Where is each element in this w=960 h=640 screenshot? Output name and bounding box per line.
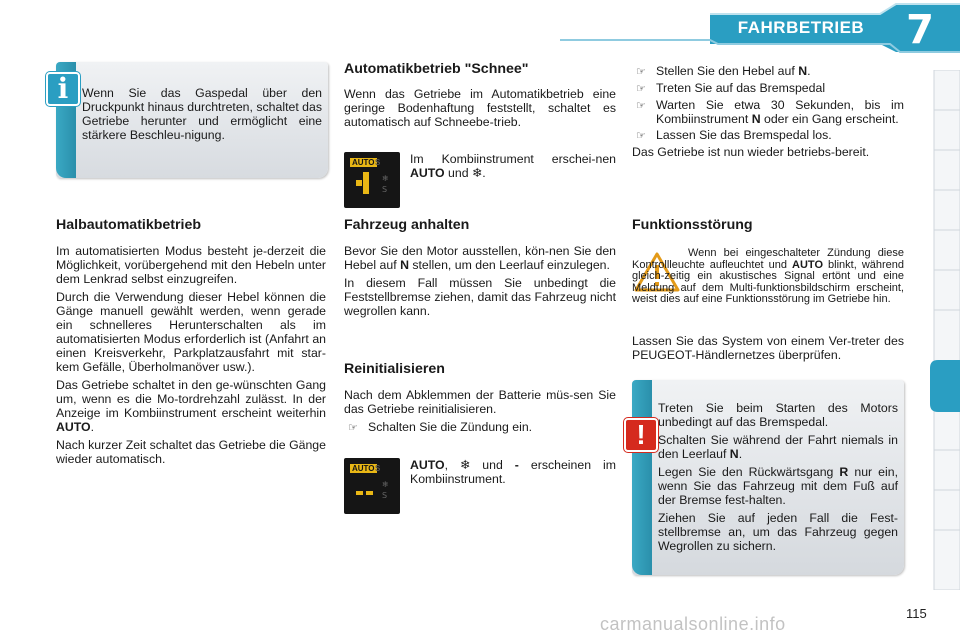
svg-text:❄: ❄ bbox=[382, 480, 389, 489]
halbautomatik-paragraph-1: Im automatisierten Modus besteht je-derzeit die Möglichkeit, vorübergehend mit den Hebeln unter dem Lenkrad selbst einzugreifen. bbox=[56, 244, 326, 286]
pointing-hand-icon: ☞ bbox=[636, 100, 646, 112]
step-bullet-4: ☞ Lassen Sie das Bremspedal los. bbox=[632, 128, 904, 143]
dashboard-reinit-image: AUTO S ❄ S bbox=[344, 458, 400, 514]
stoerung-paragraph-2-container bbox=[632, 334, 904, 366]
pointing-hand-icon: ☞ bbox=[636, 83, 646, 95]
warning-paragraph-3: Legen Sie den Rückwärtsgang R nur ein, wenn Sie das Fahrzeug mit dem Fuß auf der Bremse fest-halten. bbox=[658, 465, 898, 507]
info-box-text-container bbox=[82, 86, 322, 146]
info-icon: i bbox=[46, 72, 80, 106]
dash-display-icon bbox=[344, 458, 400, 514]
section-schnee bbox=[344, 62, 616, 133]
chapter-title: FAHRBETRIEB bbox=[737, 18, 865, 37]
reinit-dashboard-caption: AUTO, ❄ und - erscheinen im Kombiinstrument. bbox=[410, 458, 616, 486]
warning-paragraph-4: Ziehen Sie auf jeden Fall die Fest-stellbremse an, um das Fahrzeug gegen Wegrollen zu sichern. bbox=[658, 511, 898, 553]
stoerung-paragraph-2: Lassen Sie das System von einem Ver-treter des PEUGEOT-Händlernetzes überprüfen. bbox=[632, 334, 904, 362]
halbautomatik-paragraph-3: Das Getriebe schaltet in den ge-wünschten Gang um, wenn es die Mo-tordrehzahl zulässt. In der Anzeige im Kombiinstrument erscheint weiterhin AUTO. bbox=[56, 378, 326, 434]
section-anhalten bbox=[344, 218, 616, 322]
svg-text:S: S bbox=[382, 491, 388, 500]
reinit-bullet: ☞ Schalten Sie die Zündung ein. bbox=[344, 420, 616, 435]
pointing-hand-icon: ☞ bbox=[636, 66, 646, 78]
schnee-dashboard-caption: Im Kombiinstrument erschei-nen AUTO und ❄. bbox=[410, 152, 616, 180]
watermark: carmanualsonline.info bbox=[600, 614, 786, 634]
step-bullet-3: ☞ Warten Sie etwa 30 Sekunden, bis im Kombiinstrument N oder ein Gang erscheint. bbox=[632, 98, 904, 126]
warning-box-accent-bar bbox=[632, 380, 652, 575]
anhalten-paragraph-1: Bevor Sie den Motor ausstellen, kön-nen Sie den Hebel auf N stellen, um den Leerlauf einzulegen. bbox=[344, 244, 616, 272]
svg-text:S: S bbox=[382, 185, 388, 194]
warning-paragraph-2: Schalten Sie während der Fahrt niemals in den Leerlauf N. bbox=[658, 433, 898, 461]
exclamation-icon: ! bbox=[624, 418, 658, 452]
info-box-text: Wenn Sie das Gaspedal über den Druckpunkt hinaus durchtreten, schaltet das Getriebe herunter und ermöglicht eine stärkere Beschleu-nigung. bbox=[82, 86, 322, 142]
section-reinit bbox=[344, 362, 616, 437]
stoerung-warning-text: Wenn bei eingeschalteter Zündung diese Kontrollleuchte aufleuchtet und AUTO blinkt, während gleich-zeitig ein akustisches Signal ertönt und eine Meldung auf dem Multi-funktionsbildschirm erscheint, weist dies auf eine Funktionsstörung im Getriebe hin. bbox=[632, 247, 905, 306]
halbautomatik-paragraph-4: Nach kurzer Zeit schaltet das Getriebe die Gänge wieder automatisch. bbox=[56, 438, 326, 466]
heading-stoerung: Funktionsstörung bbox=[632, 217, 753, 233]
section-steps bbox=[632, 64, 904, 163]
dashboard-snow-mode-image: AUTO S ❄ S bbox=[344, 152, 400, 208]
pointing-hand-icon: ☞ bbox=[636, 130, 646, 142]
step-bullet-1: ☞ Stellen Sie den Hebel auf N. bbox=[632, 64, 904, 79]
halbautomatik-paragraph-2: Durch die Verwendung dieser Hebel können die Gänge manuell gewählt werden, wenn gerade ein schnelleres Herunterschalten als im automatisierten Modus erforderlich ist (Anfahrt an einen Kreisverkehr, Parkplatzausfahrt mit star-kem Gefälle, Überholmanöver usw.). bbox=[56, 290, 326, 374]
svg-text:❄: ❄ bbox=[382, 174, 389, 183]
step-bullet-2: ☞ Treten Sie auf das Bremspedal bbox=[632, 81, 904, 96]
heading-reinit: Reinitialisieren bbox=[344, 361, 445, 377]
warning-paragraph-1: Treten Sie beim Starten des Motors unbedingt auf das Bremspedal. bbox=[658, 401, 898, 429]
warning-box-text bbox=[658, 401, 898, 557]
page-number: 115 bbox=[906, 606, 927, 621]
steps-conclusion: Das Getriebe ist nun wieder betriebs-bereit. bbox=[632, 145, 870, 159]
heading-anhalten: Fahrzeug anhalten bbox=[344, 217, 470, 233]
heading-schnee: Automatikbetrieb "Schnee" bbox=[344, 61, 529, 77]
gear-display-icon bbox=[344, 152, 400, 208]
section-stoerung bbox=[632, 218, 904, 244]
chapter-number: 7 bbox=[906, 7, 934, 53]
schnee-paragraph-1: Wenn das Getriebe im Automatikbetrieb eine geringe Bodenhaftung feststellt, schaltet es automatisch auf Schneebe-trieb. bbox=[344, 87, 616, 129]
section-halbautomatik bbox=[56, 218, 326, 470]
anhalten-paragraph-2: In diesem Fall müssen Sie unbedingt die Feststellbremse ziehen, damit das Fahrzeug nicht wegrollen kann. bbox=[344, 276, 616, 318]
chapter-tab-strip bbox=[928, 70, 960, 590]
pointing-hand-icon: ☞ bbox=[348, 422, 358, 434]
reinit-paragraph-1: Nach dem Abklemmen der Batterie müs-sen Sie das Getriebe reinitialisieren. bbox=[344, 388, 616, 416]
heading-halbautomatik: Halbautomatikbetrieb bbox=[56, 217, 202, 233]
